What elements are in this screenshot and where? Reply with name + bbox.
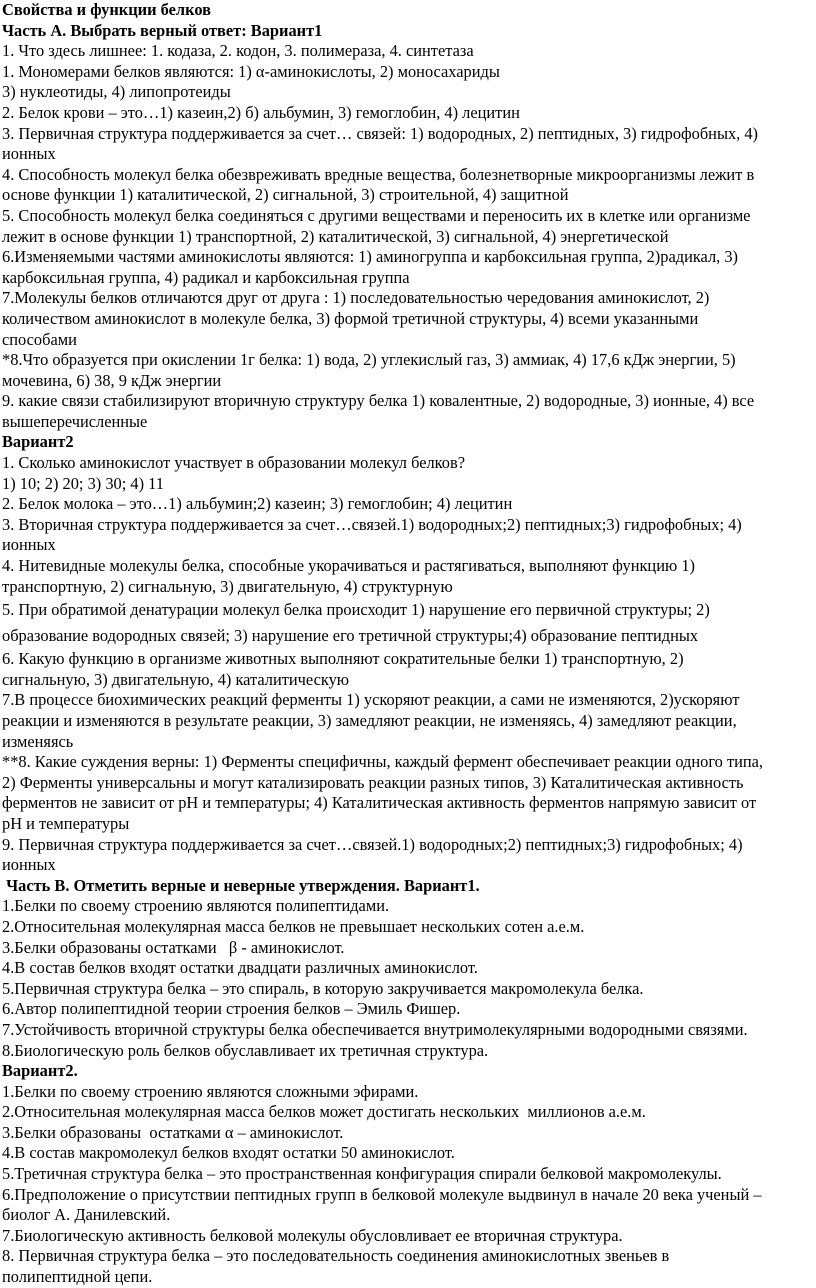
variant-1-questions	[2, 41, 812, 432]
text-line: 9. Первичная структура поддерживается за счет…связей.1) водородных;2) пептидных;3) гидрофобных; 4)	[2, 834, 743, 854]
text-line: 4.В состав макромолекул белков входят остатки 50 аминокислот.	[2, 1143, 455, 1163]
part-b-variant-1-statements	[2, 896, 812, 1061]
text-line: 8. Первичная структура белка – это последовательность соединения аминокислотных звеньев в	[2, 1246, 670, 1266]
text-line: 2.Относительная молекулярная масса белков не превышает нескольких сотен а.е.м.	[2, 916, 585, 936]
text-line: 4.В состав белков входят остатки двадцати различных аминокислот.	[2, 958, 478, 978]
text-line: транспортную, 2) сигнальную, 3) двигательную, 4) структурную	[2, 576, 453, 596]
variant-2-heading: Вариант2	[2, 432, 74, 452]
text-line: 2. Белок крови – это…1) казеин,2) б) альбумин, 3) гемоглобин, 4) лецитин	[2, 102, 520, 122]
text-line: 2.Относительная молекулярная масса белков может достигать нескольких миллионов а.е.м.	[2, 1102, 646, 1122]
text-line: 1) 10; 2) 20; 3) 30; 4) 11	[2, 473, 164, 493]
text-line: биолог А. Данилевский.	[2, 1205, 171, 1225]
text-line: 7.В процессе биохимических реакций ферменты 1) ускоряют реакции, а сами не изменяются, 2)ускоряют	[2, 690, 740, 710]
text-line: 3) нуклеотиды, 4) липопротеиды	[2, 82, 231, 102]
part-b-variant-2-heading: Вариант2.	[2, 1061, 78, 1081]
text-line: 7.Устойчивость вторичной структуры белка обеспечивается внутримолекулярными водородными связями.	[2, 1019, 748, 1039]
text-line: сигнальную, 3) двигательную, 4) каталитическую	[2, 669, 350, 689]
part-b-heading: Часть В. Отметить верные и неверные утверждения. Вариант1.	[2, 875, 480, 895]
text-line: ионных	[2, 855, 56, 875]
text-line: карбоксильная группа, 4) радикал и карбоксильная группа	[2, 267, 410, 287]
text-line: **8. Какие суждения верны: 1) Ферменты специфичны, каждый фермент обеспечивает реакции одного типа,	[2, 752, 764, 772]
text-line: 3. Вторичная структура поддерживается за счет…связей.1) водородных;2) пептидных;3) гидрофобных; 4)	[2, 514, 742, 534]
text-line: изменяясь	[2, 731, 74, 751]
text-line: мочевина, 6) 38, 9 кДж энергии	[2, 370, 222, 390]
text-line: 5.Третичная структура белка – это пространственная конфигурация спирали белковой макромолекулы.	[2, 1164, 722, 1184]
text-line: *8.Что образуется при окислении 1г белка: 1) вода, 2) углекислый газ, 3) аммиак, 4) 17,6 кДж энергии, 5)	[2, 350, 736, 370]
text-line: 5. При обратимой денатурации молекул белка происходит 1) нарушение его первичной структуры; 2)	[2, 600, 710, 620]
text-line: реакции и изменяются в результате реакции, 3) замедляют реакции, не изменяясь, 4) замедляют реакции,	[2, 711, 737, 730]
document-page	[2, 0, 812, 1288]
text-line: ионных	[2, 535, 56, 555]
text-line: способами	[2, 329, 77, 349]
text-line: полипептидной цепи.	[2, 1267, 153, 1287]
text-line: лежит в основе функции 1) транспортной, 2) каталитической, 3) сигнальной, 4) энергетической	[2, 226, 669, 246]
text-line: 3. Первичная структура поддерживается за счет… связей: 1) водородных, 2) пептидных, 3) гидрофобных, 4)	[2, 123, 759, 143]
text-line: основе функции 1) каталитической, 2) сигнальной, 3) строительной, 4) защитной	[2, 185, 569, 205]
text-line: 5.Первичная структура белка – это спираль, в которую закручивается макромолекула белка.	[2, 978, 644, 998]
text-line: 1. Сколько аминокислот участвует в образовании молекул белков?	[2, 453, 466, 473]
text-line: 1.Белки по своему строению являются сложными эфирами.	[2, 1081, 419, 1101]
part-a-heading: Часть А. Выбрать верный ответ: Вариант1	[2, 20, 323, 40]
text-line: 1.Белки по своему строению являются полипептидами.	[2, 896, 390, 916]
text-line: образование водородных связей; 3) нарушение его третичной структуры;4) образование пептидных	[2, 626, 699, 646]
text-line: 6.Автор полипептидной теории строения белков – Эмиль Фишер.	[2, 999, 461, 1019]
text-line: 3.Белки образованы остатками β - аминокислот.	[2, 937, 345, 957]
text-line: 6.Предположение о присутствии пептидных групп в белковой молекуле выдвинул в начале 20 века ученый –	[2, 1184, 762, 1204]
variant-2-questions	[2, 453, 812, 876]
text-line: вышеперечисленные	[2, 411, 148, 431]
text-line: 2. Белок молока – это…1) альбумин;2) казеин; 3) гемоглобин; 4) лецитин	[2, 494, 513, 514]
text-line: ионных	[2, 144, 56, 164]
text-line: 7.Молекулы белков отличаются друг от друга : 1) последовательностью чередования аминокислот, 2)	[2, 288, 710, 308]
text-line: 6.Изменяемыми частями аминокислоты являются: 1) аминогруппа и карбоксильная группа, 2)радикал, 3)	[2, 247, 739, 267]
text-line: 4. Способность молекул белка обезвреживать вредные вещества, болезнетворные микроорганизмы лежит в	[2, 164, 755, 184]
text-line: 9. какие связи стабилизируют вторичную структуру белка 1) ковалентные, 2) водородные, 3) ионные, 4) все	[2, 391, 755, 411]
text-line: ферментов не зависит от pH и температуры; 4) Каталитическая активность ферментов напрямую зависит от	[2, 793, 757, 813]
document-title: Свойства и функции белков	[2, 0, 211, 19]
text-line: 3.Белки образованы остатками α – аминокислот.	[2, 1122, 344, 1142]
text-line: количеством аминокислот в молекуле белка, 3) формой третичной структуры, 4) всеми указанными	[2, 308, 699, 328]
text-line: 5. Способность молекул белка соединяться с другими веществами и переносить их в клетке или организме	[2, 205, 751, 225]
text-line: 8.Биологическую роль белков обуславливает их третичная структура.	[2, 1040, 489, 1060]
text-line: 1. Что здесь лишнее: 1. кодаза, 2. кодон, 3. полимераза, 4. синтетаза	[2, 41, 474, 61]
text-line: 1. Мономерами белков являются: 1) α-аминокислоты, 2) моносахариды	[2, 61, 500, 81]
part-b-variant-2-statements	[2, 1082, 812, 1288]
text-line: 2) Ферменты универсальны и могут катализировать реакции разных типов, 3) Каталитическая активность	[2, 772, 744, 792]
text-line: 4. Нитевидные молекулы белка, способные укорачиваться и растягиваться, выполняют функцию 1)	[2, 556, 695, 576]
text-line: 7.Биологическую активность белковой молекулы обусловливает ее вторичная структура.	[2, 1225, 623, 1245]
text-line: 6. Какую функцию в организме животных выполняют сократительные белки 1) транспортную, 2)	[2, 649, 684, 669]
text-line: pH и температуры	[2, 813, 130, 833]
